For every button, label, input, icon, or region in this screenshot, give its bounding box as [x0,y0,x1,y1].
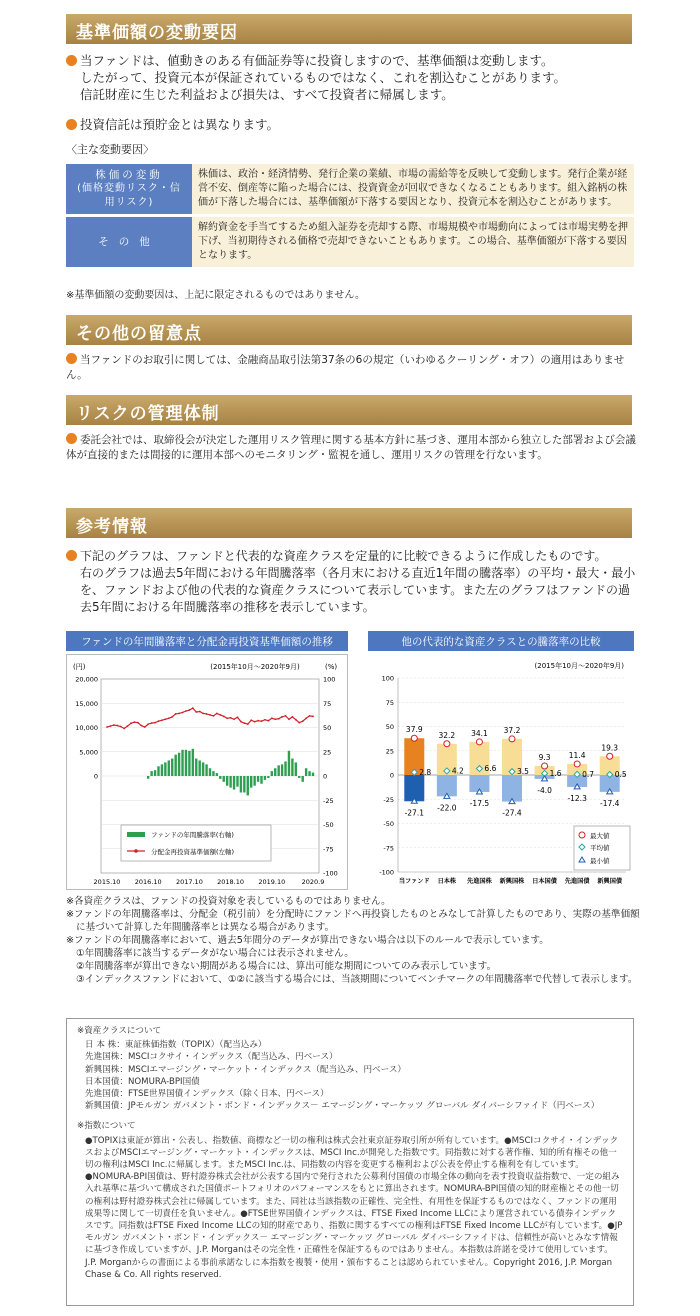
return-bar [147,776,149,779]
bullet-dot-icon [66,55,77,66]
row-text-other: 解約資金を手当てするため組入証券を売却する際、市場規模や市場動向によっては市場実勢を押下げ、当初期待される価格で売却できないこともあります。この場合、基準価額が下落する要因となります。 [192,216,634,269]
max-marker [411,735,417,741]
bullet-dot-icon [66,433,77,444]
category-label: 当ファンド [398,878,430,885]
note-line: ①年間騰落率に該当するデータがない場合には表示されません。 [76,948,354,959]
label-line: (価格変動リスク・信用リスク) [77,183,181,208]
note-line: ※各資産クラスは、ファンドの投資対象を表しているものではありません。 [66,896,391,907]
legend-min-label: 最小値 [590,857,610,865]
min-value-label: -27.1 [404,808,424,818]
nav-point [113,724,115,726]
return-bar [185,750,187,776]
y-tick-label-right: 50 [323,724,332,732]
bullet-dot-icon [66,353,77,364]
text-line: 投資信託は預貯金とは異なります。 [80,117,280,132]
nav-point [120,726,122,728]
nav-point [285,715,287,717]
max-marker [444,741,450,747]
nav-point [302,720,304,722]
note-text: ※基準価額の変動要因は、上記に限定されるものではありません。 [66,290,365,301]
y-tick-label-right: -25 [323,796,334,805]
nav-point [116,725,118,727]
nav-point [233,718,235,720]
index-heading: ※指数について [77,1121,136,1132]
return-bar [178,753,180,776]
return-bar [195,759,197,776]
right-chart-period: (2015年10月～2020年9月) [534,662,624,670]
y-tick-label-right: 0 [323,772,328,781]
nav-point [288,718,290,720]
nav-point [250,719,252,721]
return-bar [154,770,156,776]
asset-class-item: 日 本 株：東証株価指数（TOPIX）（配当込み） [85,1040,267,1051]
max-value-label: 37.2 [503,725,521,735]
category-label: 先進国株 [467,878,492,885]
return-bar [243,776,245,792]
min-value-label: -17.5 [469,798,490,808]
return-bar [212,771,214,776]
note-line: ※ファンドの年間騰落率において、過去5年間分のデータが算出できない場合は以下のルールで表示しています。 [66,935,549,946]
return-bar [281,764,283,776]
return-bar [267,776,269,778]
nav-point [168,717,170,719]
category-label: 新興国債 [597,878,623,885]
nav-point [281,716,283,718]
return-bar [150,771,152,776]
nav-point [175,713,177,715]
nav-point [237,716,239,718]
bullet-cooling-off [66,353,636,383]
x-tick-label: 2017.10 [175,878,203,886]
right-chart-title: 他の代表的な資産クラスとの騰落率の比較 [368,631,634,651]
left-unit-label: (円) [73,663,86,671]
right-chart-svg [368,654,634,890]
return-bar [253,776,255,786]
avg-value-label: 3.5 [517,767,529,777]
nav-point [164,718,166,720]
max-marker [607,753,613,759]
return-bar [188,751,190,776]
left-chart-period: (2015年10月～2020年9月) [210,663,300,671]
return-bar [205,764,207,776]
y-tick-label-left: 20,000 [75,675,98,684]
legend-line-marker [134,849,138,853]
y-tick-label-left: 0 [93,772,98,781]
section-heading-nav-factors: 基準価額の変動要因 [66,14,632,44]
max-value-label: 32.2 [438,730,456,740]
table-row [66,216,634,269]
note-line: ③インデックスファンドにおいて、①②に該当する場合には、当該期間についてベンチマークの年間騰落率で代替して表示します。 [76,974,638,985]
nav-point [140,725,142,727]
nav-point [226,717,228,719]
nav-point [209,714,211,716]
nav-point [247,723,249,725]
nav-point [192,707,194,709]
avg-value-label: 0.7 [582,769,595,779]
max-marker [542,763,548,769]
text-line: したがって、投資元本が保証されているものではなく、これを割込むことがあります。 [80,70,567,85]
nav-point [298,722,300,724]
return-bar [277,765,279,776]
bullet-nav-fluctuation [66,52,636,103]
nav-point [161,719,163,721]
left-chart-svg [67,655,349,891]
legend-max-label: 最大値 [590,832,610,840]
index-disclaimer: ●TOPIXは東証が算出・公表し、指数値、商標など一切の権利は株式会社東京証券取引所が所有しています。●MSCIコクサイ・インデックスおよびMSCIエマージング・マーケット・インデックスは、MSCI Inc.が開発した指数です。同指数に対する著作権、知的所有権その他一切の権利はMSCI Inc.に帰属します。またMSCI Inc.は、同指数の内容を変更する権利および公表を停止する権利を有しています。●NOMURA-BPI国債は、野村證券株式会社が公表する国内で発行された公募利付国債の市場全体の動向を表す投資収益指数で、一定の組み入れ基準に基づいて構成された国債ポートフォリオのパフォーマンスをもとに算出されます。NOMURA-BPI国債の知的財産権とその他一切の権利は野村證券株式会社に帰属しています。また、同社は当該指数の正確性、完全性、有用性を保証するものではなく、ファンドの運用成果等に関して一切責任を負いません。●FTSE世界国債インデックスは、FTSE Fixed Income LLCにより運営されている債券インデックスです。同指数はFTSE Fixed Income LLCの知的財産であり、指数に関するすべての権利はFTSE Fixed Income LLCが有しています。●JPモルガン ガバメント・ボンド・インデックス－ エマージング・マーケッツ グローバル ダイバーシファイドは、信頼性が高いとみなす情報に基づき作成していますが、J.P. Morganはその完全性・正確性を保証するものではありません。本指数は許諾を受けて使用しています。J.P. Morganからの書面による事前承諾なしに本指数を複製・使用・頒布することは認められていません。Copyright 2016, J.P. Morgan Chase & Co. All rights reserved. [85,1135,623,1280]
category-label: 新興国株 [499,878,525,885]
y-tick-label-left: 10,000 [75,724,98,732]
min-value-label: -22.0 [437,803,457,813]
return-bar [174,755,176,776]
x-tick-label: 2019.10 [258,878,286,886]
y-tick-label-right: -100 [323,869,338,878]
nav-point [178,713,180,715]
y-tick-label-right: 75 [323,699,332,708]
sub-heading: 〈主な変動要因〉 [66,143,154,156]
return-bar [305,768,307,776]
avg-value-label: 4.2 [451,766,464,776]
max-marker [574,761,580,767]
avg-value-label: 1.6 [549,768,562,778]
nav-point [130,722,132,724]
bullet-dot-icon [66,119,77,130]
nav-point [240,721,242,723]
nav-point [312,715,314,717]
nav-point [278,718,280,720]
nav-point [127,725,129,727]
text-line: 右のグラフは過去5年間における年間騰落率（各月末における直近1年間の騰落率）の平均・最大・最小を、ファンドおよび他の代表的な資産クラスについて表示しています。また左のグラフはファンドの過去5年間における年間騰落率の推移を表示しています。 [80,566,636,614]
text-line: 信託財産に生じた利益および損失は、すべて投資者に帰属します。 [80,87,454,102]
nav-point [144,726,146,728]
text-line: 当ファンドのお取引に関しては、金融商品取引法第37条の6の規定（いわゆるクーリング・オフ）の適用はありません。 [66,354,625,381]
return-bar [250,776,252,788]
return-bar [274,768,276,776]
right-unit-label: (%) [325,663,338,671]
text-line: 委託会社では、取締役会が決定した運用リスク管理に関する基本方針に基づき、運用本部から独立した部署および会議体が直接的または間接的に運用本部へのモニタリング・監視を通し、運用リスクの管理を行ないます。 [66,434,636,461]
nav-point [254,721,256,723]
return-bar [288,751,290,776]
nav-point [271,717,273,719]
note-line: ②年間騰落率が算出できない期間がある場合には、算出可能な期間についてのみ表示しています。 [76,961,497,972]
y-tick-label-left: 15,000 [75,699,98,708]
nav-point [206,713,208,715]
nav-point [195,711,197,713]
nav-point [305,717,307,719]
return-bar [312,773,314,776]
y-tick-label: 0 [389,771,394,780]
asset-class-item: 日本国債：NOMURA-BPI国債 [85,1076,200,1087]
return-bar [171,759,173,776]
nav-point [147,723,149,725]
y-tick-label-right: 100 [323,675,336,684]
max-marker [509,736,515,742]
return-bar [295,762,297,776]
reference-box [66,1018,634,1306]
nav-point [292,716,294,718]
return-bar [202,762,204,776]
nav-point [185,710,187,712]
legend-line-label: 分配金再投資基準価額(左軸) [151,848,235,856]
nav-point [261,720,263,722]
return-bar [302,776,304,782]
max-value-label: 34.1 [471,728,488,738]
y-tick-label: 75 [385,698,394,707]
asset-class-item: 新興国債：JPモルガン ガバメント・ボンド・インデックス－ エマージング・マーケッツ グローバル ダイバーシファイド（円ベース） [85,1101,600,1112]
section-heading-other-notes: その他の留意点 [66,315,632,345]
nav-point [230,717,232,719]
nav-point [257,720,259,722]
return-bar [164,762,166,776]
return-bar [223,776,225,782]
left-chart-title: ファンドの年間騰落率と分配金再投資基準価額の推移 [66,631,348,651]
avg-value-label: 0.5 [614,770,627,780]
min-value-label: -12.3 [567,793,587,803]
min-value-label: -4.0 [537,785,552,795]
chart-notes [66,895,640,986]
return-bar [260,776,262,784]
nav-point [182,712,184,714]
right-chart-frame [368,654,634,890]
nav-point [216,713,218,715]
return-bar [226,776,228,786]
category-label: 日本株 [437,878,457,885]
variation-factors-table [66,164,634,270]
y-tick-label: 100 [381,674,394,683]
y-tick-label: 50 [385,723,394,731]
return-bar [209,768,211,776]
asset-class-item: 先進国株：MSCIコクサイ・インデックス（配当込み、円ベース） [85,1052,338,1063]
bullet-reference [66,548,636,616]
return-bar [181,750,183,776]
bullet-not-deposit [66,116,636,133]
y-tick-label: -25 [383,795,394,804]
return-bar [291,759,293,776]
row-label-stock [66,164,192,216]
label-line: 株価の変動 [95,169,163,181]
return-bar [257,776,259,782]
nav-point [137,722,139,724]
nav-point [199,711,201,713]
avg-value-label: 2.8 [419,767,432,777]
legend-bar-swatch [127,832,145,837]
nav-point [223,715,225,717]
max-marker [476,739,482,745]
y-tick-label-left: 5,000 [79,748,98,757]
category-label: 先進国債 [564,878,590,885]
nav-point [123,728,125,730]
max-value-label: 37.9 [405,725,423,735]
min-value-label: -27.4 [502,808,522,818]
note-line: ※ファンドの年間騰落率は、分配金（税引前）を分配時にファンドへ再投資したものとみなして計算したものであり、実際の基準価額に基づいて計算した年間騰落率とは異なる場合があります。 [66,909,640,933]
nav-point [267,720,269,722]
x-tick-label: 2020.9 [301,878,325,886]
nav-point [151,722,153,724]
asset-class-item: 新興国株：MSCIエマージング・マーケット・インデックス（配当込み、円ベース） [85,1064,407,1075]
return-bar [308,771,310,776]
return-bar [236,776,238,787]
x-tick-label: 2016.10 [134,878,162,886]
nav-point [309,715,311,717]
return-bar [168,760,170,776]
asset-class-heading: ※資産クラスについて [77,1026,162,1036]
nav-point [264,719,266,721]
return-bar [192,749,194,776]
return-bar [247,776,249,795]
min-value-label: -17.4 [600,798,620,808]
return-bar [271,771,273,776]
return-bar [229,776,231,788]
avg-value-label: 6.6 [484,764,497,774]
nav-point [171,716,173,718]
category-label: 日本国債 [532,878,557,885]
legend-bar-label: ファンドの年間騰落率(右軸) [151,831,234,839]
return-bar [298,776,300,778]
bullet-risk-management [66,433,636,463]
min-bar [502,775,522,802]
nav-point [134,721,136,723]
y-tick-label: -100 [379,868,394,877]
y-tick-label: 25 [385,747,394,756]
section-heading-risk-management: リスクの管理体制 [66,395,632,425]
text-line: 当ファンドは、値動きのある有価証券等に投資しますので、基準価額は変動します。 [80,53,554,68]
nav-point [295,719,297,721]
max-value-label: 11.4 [568,750,586,760]
nav-point [154,722,156,724]
left-chart-frame [66,654,348,890]
max-value-label: 19.3 [601,743,619,753]
nav-line [107,708,313,728]
legend-avg-label: 平均値 [590,844,610,852]
y-tick-label-right: 25 [323,748,332,757]
nav-point [219,714,221,716]
nav-point [106,726,108,728]
y-tick-label: -50 [383,820,394,828]
text-line: 下記のグラフは、ファンドと代表的な資産クラスを定量的に比較できるように作成したものです。 [80,549,607,563]
return-bar [161,764,163,776]
return-bar [233,776,235,790]
return-bar [157,766,159,776]
return-bar [240,776,242,792]
return-bar [199,760,201,776]
y-tick-label-right: -50 [323,821,334,829]
nav-point [243,722,245,724]
nav-point [213,715,215,717]
x-tick-label: 2018.10 [217,878,245,886]
nav-point [189,709,191,711]
return-bar [216,773,218,776]
row-text-stock: 株価は、政治・経済情勢、発行企業の業績、市場の需給等を反映して変動します。発行企業が経営不安、倒産等に陥った場合には、投資資金が回収できなくなることもあります。組入銘柄の株価が下落した場合には、基準価額が下落する要因となり、投資元本を割込むことがあります。 [192,164,634,216]
x-tick-label: 2015.10 [93,878,121,886]
return-bar [284,761,286,776]
return-bar [219,776,221,779]
table-row [66,164,634,216]
y-tick-label: -75 [383,844,394,853]
nav-point [110,725,112,727]
y-tick-label-right: -75 [323,845,334,854]
return-bar [264,776,266,780]
row-label-other: その他 [66,216,192,269]
max-value-label: 9.3 [538,752,551,762]
section-heading-reference: 参考情報 [66,508,632,538]
asset-class-item: 先進国債：FTSE世界国債インデックス（除く日本、円ベース） [85,1089,329,1100]
bullet-dot-icon [66,550,77,561]
nav-point [202,713,204,715]
nav-point [158,720,160,722]
nav-point [274,718,276,720]
